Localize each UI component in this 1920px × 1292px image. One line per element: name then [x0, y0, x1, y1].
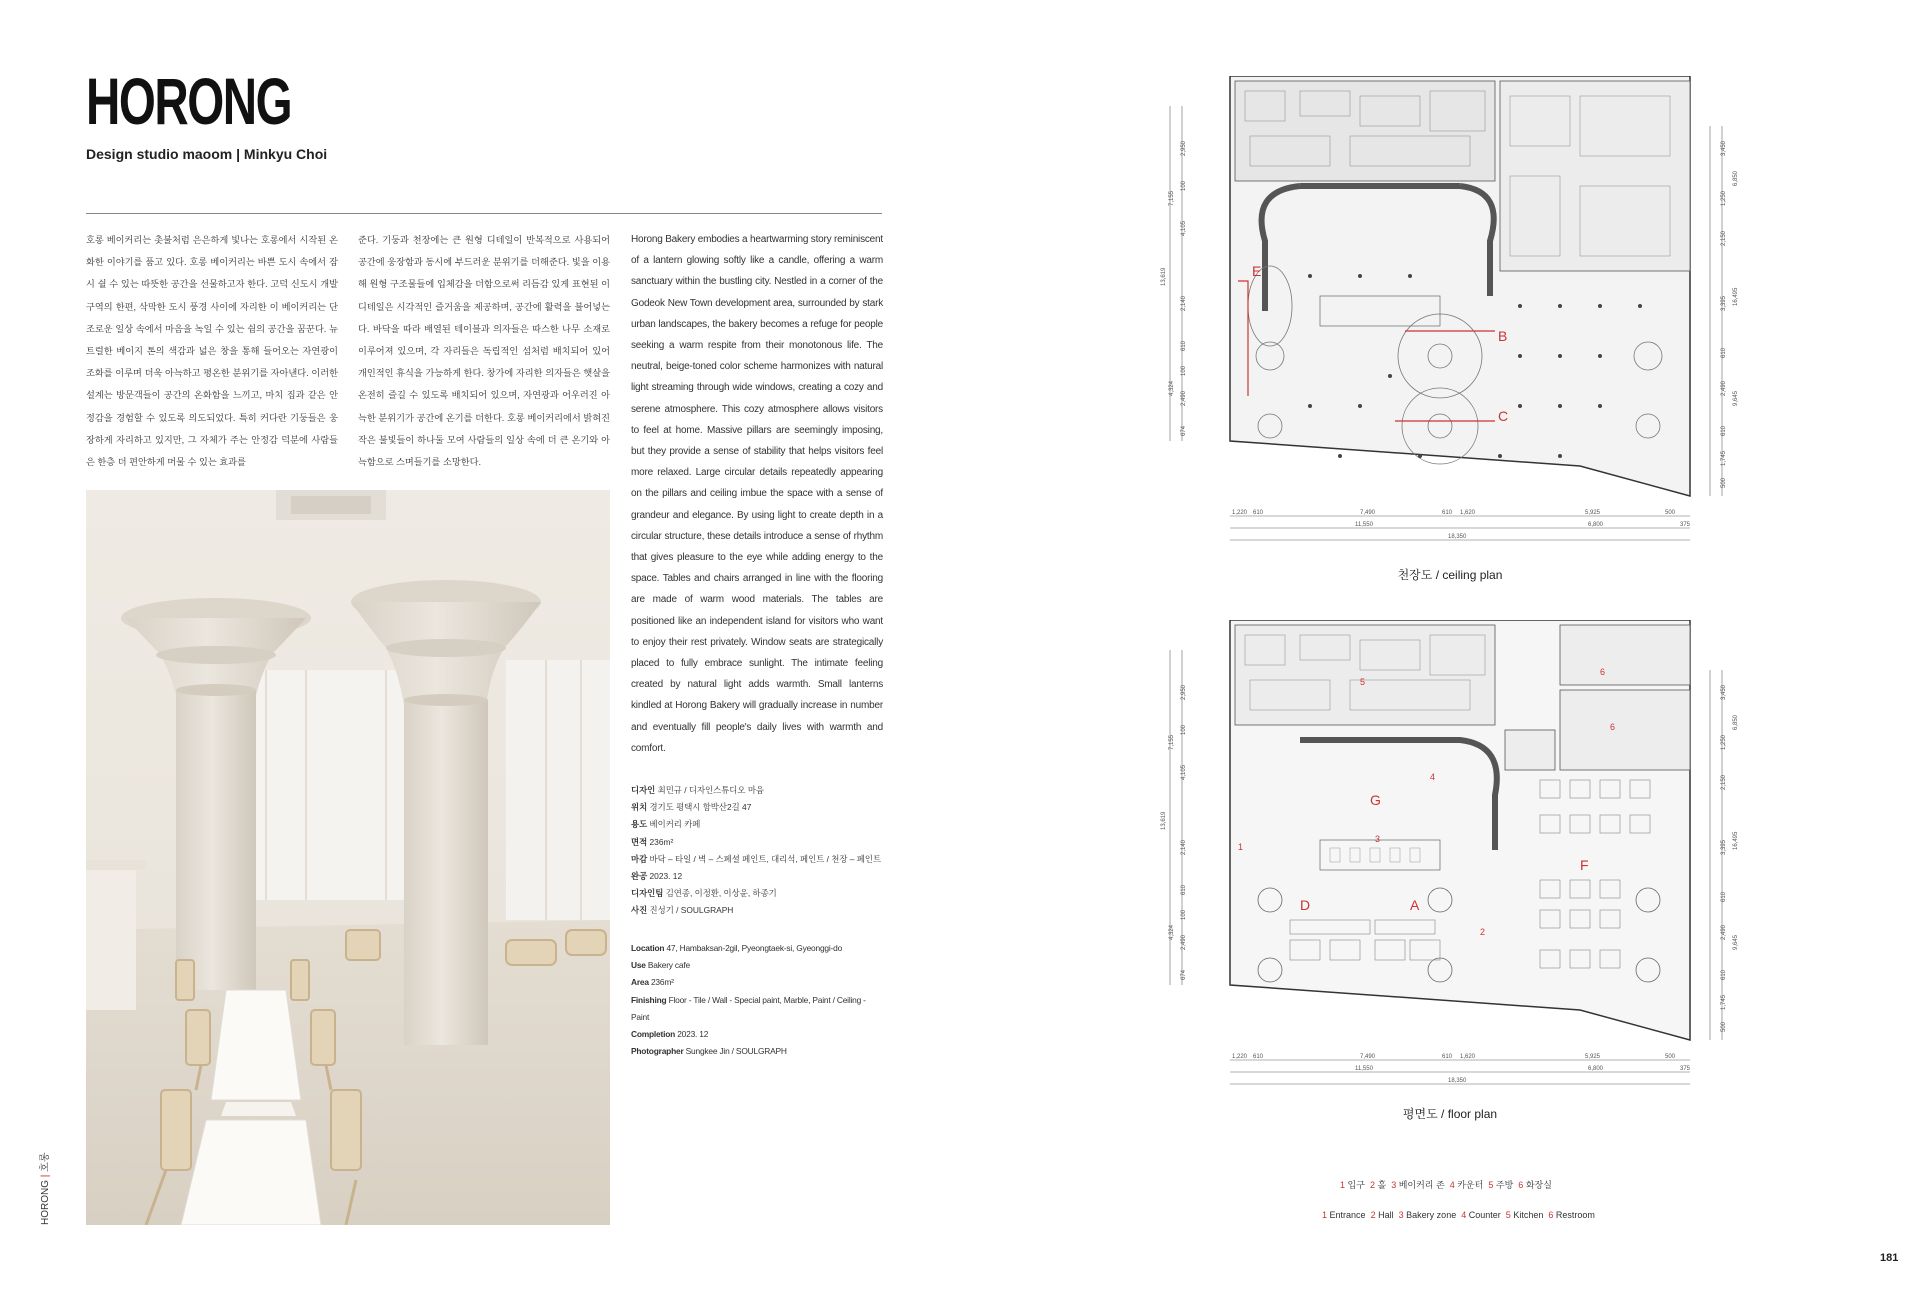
- svg-text:5,925: 5,925: [1585, 510, 1601, 516]
- svg-text:500: 500: [1665, 1054, 1676, 1060]
- svg-text:610: 610: [1721, 969, 1727, 980]
- svg-text:1,745: 1,745: [1721, 450, 1727, 466]
- svg-text:7,490: 7,490: [1360, 1054, 1376, 1060]
- room-number: 6: [1600, 667, 1606, 677]
- svg-text:610: 610: [1253, 1054, 1264, 1060]
- svg-text:18,350: 18,350: [1448, 1078, 1467, 1084]
- page-subtitle: Design studio maoom | Minkyu Choi: [86, 146, 328, 162]
- room-number: 3: [1375, 834, 1381, 844]
- legend-english: 1 Entrance 2 Hall 3 Bakery zone 4 Counter 5 Kitchen 6 Restroom: [1322, 1210, 1595, 1220]
- view-marker-g: G: [1370, 792, 1381, 808]
- svg-text:610: 610: [1181, 884, 1187, 895]
- svg-text:7,155: 7,155: [1169, 734, 1175, 750]
- room-number: 2: [1480, 927, 1486, 937]
- svg-text:100: 100: [1181, 365, 1187, 376]
- svg-text:7,490: 7,490: [1360, 510, 1376, 516]
- svg-text:16,495: 16,495: [1733, 831, 1739, 850]
- credit-row: 마감 바닥 – 타일 / 벽 – 스페셜 페인트, 대리석, 페인트 / 천장 – 페인트: [631, 853, 882, 864]
- svg-text:4,324: 4,324: [1169, 924, 1175, 940]
- ceiling-plan: [1160, 76, 1740, 561]
- svg-text:375: 375: [1680, 1066, 1691, 1072]
- credit-row: 면적 236m²: [631, 836, 674, 847]
- room-number: 1: [1238, 842, 1244, 852]
- svg-text:18,350: 18,350: [1448, 534, 1467, 540]
- svg-text:11,550: 11,550: [1355, 522, 1373, 528]
- svg-text:100: 100: [1181, 180, 1187, 191]
- svg-text:2,150: 2,150: [1721, 230, 1727, 246]
- svg-text:674: 674: [1181, 425, 1187, 436]
- legend-korean: 1 입구 2 홀 3 베이커리 존 4 카운터 5 주방 6 화장실: [1340, 1180, 1552, 1190]
- right-dimensions: [1721, 140, 1739, 488]
- svg-text:610: 610: [1442, 510, 1453, 516]
- svg-text:610: 610: [1253, 510, 1264, 516]
- svg-text:4,324: 4,324: [1169, 380, 1175, 396]
- svg-text:674: 674: [1181, 969, 1187, 980]
- bottom-dimensions: [1232, 1054, 1691, 1084]
- english-credits: [631, 940, 883, 1060]
- svg-text:100: 100: [1181, 724, 1187, 735]
- svg-text:1,250: 1,250: [1721, 734, 1727, 750]
- svg-text:2,950: 2,950: [1181, 140, 1187, 156]
- svg-text:11,550: 11,550: [1355, 1066, 1373, 1072]
- section-marker-e: E: [1252, 263, 1262, 279]
- credit-row: Completion 2023. 12: [631, 1029, 709, 1040]
- credit-row: Photographer Sungkee Jin / SOULGRAPH: [631, 1046, 787, 1057]
- side-tag: HORONG | 호롱: [40, 1152, 51, 1225]
- svg-text:2,490: 2,490: [1181, 390, 1187, 406]
- svg-text:3,395: 3,395: [1721, 295, 1727, 311]
- svg-text:1,620: 1,620: [1460, 510, 1476, 516]
- svg-text:13,619: 13,619: [1161, 267, 1167, 286]
- credit-row: Location 47, Hambaksan-2gil, Pyeongtaek-si, Gyeonggi-do: [631, 943, 843, 953]
- view-marker-f: F: [1580, 857, 1589, 873]
- credit-row: Area 236m²: [631, 977, 674, 988]
- svg-text:610: 610: [1721, 425, 1727, 436]
- svg-text:4,105: 4,105: [1181, 764, 1187, 780]
- svg-text:610: 610: [1442, 1054, 1453, 1060]
- svg-text:2,140: 2,140: [1181, 295, 1187, 311]
- page-number: 181: [1880, 1252, 1899, 1264]
- svg-text:1,250: 1,250: [1721, 190, 1727, 206]
- svg-text:16,495: 16,495: [1733, 287, 1739, 306]
- svg-text:610: 610: [1721, 347, 1727, 358]
- view-marker-a: A: [1410, 897, 1420, 913]
- view-marker-d: D: [1300, 897, 1311, 913]
- ceiling-plan-caption: 천장도 / ceiling plan: [1397, 568, 1503, 582]
- korean-text-column-1: 호롱 베이커리는 촛불처럼 은은하게 빛나는 호롱에서 시작된 온화한 이야기를 품고 있다. 호롱 베이커리는 바쁜 도시 속에서 잠시 쉴 수 있는 따뜻한 공간을 선물하고자 한다. 고덕 신도시 개발 구역의 한편, 삭막한 도시 풍경 사이에 자리한 이 베이커리는 단조로운 일상 속에서 마음을 녹일 수 있는 쉼의 공간을 꿈꾼다. 뉴트럴한 베이지 톤의 색감과 넓은 창을 통해 들어오는 자연광이 조화를 이루며 더욱 아늑하고 평온한 분위기를 자아낸다. 이러한 설계는 방문객들이 공간의 온화함을 느끼고, 마치 집과 같은 안정감을 경험할 수 있도록 의도되었다. 특히 커다란 기둥들은 웅장하게 자리하고 있지만, 그 자체가 주는 안정감 덕분에 사람들은 한층 더 편안하게 머물 수 있는 효과를: [86, 235, 338, 468]
- credit-row: 사진 진성기 / SOULGRAPH: [631, 905, 734, 916]
- svg-text:5,925: 5,925: [1585, 1054, 1601, 1060]
- svg-text:1,220: 1,220: [1232, 510, 1248, 516]
- korean-text-column-2: 준다. 기둥과 천장에는 큰 원형 디테일이 반복적으로 사용되어 공간에 웅장함과 동시에 부드러운 분위기를 더해준다. 빛을 이용해 원형 구조물들에 입체감을 더함으로써 리듬감 있게 표현된 이 디테일은 시각적인 즐거움을 제공하며, 공간에 활력을 불어넣는다. 바닥을 따라 배열된 테이블과 의자들은 따스한 나무 소재로 이루어져 있으며, 각 자리들은 독립적인 섬처럼 배치되어 있어 개인적인 휴식을 가능하게 한다. 창가에 자리한 의자들은 햇살을 온전히 즐길 수 있도록 배치되어 있으며, 자연광과 어우러진 아늑한 분위기가 공간에 온기를 더한다. 호롱 베이커리에서 밝혀진 작은 불빛들이 하나둘 모여 사람들의 일상 속에 더 큰 온기와 아늑함으로 스며들기를 소망한다.: [358, 235, 610, 468]
- svg-text:2,490: 2,490: [1721, 380, 1727, 396]
- svg-text:2,140: 2,140: [1181, 839, 1187, 855]
- bottom-dimensions: [1232, 510, 1691, 540]
- svg-text:1,620: 1,620: [1460, 1054, 1476, 1060]
- korean-credits: [631, 782, 883, 920]
- left-dimensions: [1161, 684, 1187, 980]
- right-dimensions: [1721, 684, 1739, 1032]
- credit-row: 완공 2023. 12: [631, 871, 683, 882]
- svg-text:610: 610: [1181, 340, 1187, 351]
- svg-text:2,950: 2,950: [1181, 684, 1187, 700]
- svg-text:3,450: 3,450: [1721, 684, 1727, 700]
- credit-row: 용도 베이커리 카페: [631, 819, 701, 830]
- credit-row: Finishing Floor - Tile / Wall - Special paint, Marble, Paint / Ceiling - Paint: [631, 994, 866, 1022]
- svg-text:7,155: 7,155: [1169, 190, 1175, 206]
- svg-text:500: 500: [1721, 477, 1727, 488]
- svg-text:610: 610: [1721, 891, 1727, 902]
- section-marker-b: B: [1498, 328, 1508, 344]
- page-title: HORONG: [86, 64, 292, 138]
- svg-text:6,800: 6,800: [1588, 522, 1604, 528]
- svg-text:2,490: 2,490: [1721, 924, 1727, 940]
- svg-text:9,645: 9,645: [1733, 934, 1739, 950]
- svg-text:2,490: 2,490: [1181, 934, 1187, 950]
- section-marker-c: C: [1498, 408, 1509, 424]
- svg-text:375: 375: [1680, 522, 1691, 528]
- room-number: 5: [1360, 677, 1366, 687]
- svg-text:6,850: 6,850: [1733, 714, 1739, 730]
- svg-text:1,745: 1,745: [1721, 994, 1727, 1010]
- svg-text:6,800: 6,800: [1588, 1066, 1604, 1072]
- svg-text:500: 500: [1665, 510, 1676, 516]
- english-text-column: Horong Bakery embodies a heartwarming story reminiscent of a lantern glowing softly like a candle, offering a warm sanctuary within the bustling city. Nestled in a corner of the Godeok New Town development area, surrounded by stark urban landscapes, the bakery becomes a refuge for people seeking a warm respite from their monotonous life. The neutral, beige-toned color scheme harmonizes with natural light streaming through wide windows, creating a cozy and serene atmosphere. This cozy atmosphere allows visitors to feel at home. Massive pillars are seemingly imposing, but they provide a sense of stability that helps visitors feel more relaxed. Large circular details repeatedly appearing on the pillars and ceiling imbue the space with a sense of grandeur and elegance. By using light to create depth in a circular structure, these details introduce a sense of rhythm that gives pleasure to the eye while adding energy to the space. Tables and chairs arranged in line with the flooring are made of warm wood materials. The tables are positioned like an independent island for visitors who want to enjoy their rest privately. Window seats are strategically placed to fully embrace sunlight. The intimate feeling created by natural light adds warmth. Small lanterns kindled at Horong Bakery will gradually increase in number and eventually fill people's daily lives with warmth and comfort.: [631, 234, 883, 754]
- room-number: 6: [1610, 722, 1616, 732]
- credit-row: 디자인 최민규 / 디자인스튜디오 마음: [631, 785, 764, 795]
- credit-row: 디자인팀 김연종, 이정환, 이상윤, 하종기: [631, 888, 777, 899]
- svg-text:3,450: 3,450: [1721, 140, 1727, 156]
- svg-text:6,850: 6,850: [1733, 170, 1739, 186]
- left-dimensions: [1161, 140, 1187, 436]
- credit-row: 위치 경기도 평택시 함박산2길 47: [631, 802, 752, 813]
- interior-photo: [86, 490, 610, 1225]
- svg-text:1,220: 1,220: [1232, 1054, 1248, 1060]
- header-divider: [86, 213, 882, 214]
- svg-text:4,105: 4,105: [1181, 220, 1187, 236]
- svg-text:13,619: 13,619: [1161, 811, 1167, 830]
- svg-text:100: 100: [1181, 909, 1187, 920]
- svg-text:500: 500: [1721, 1021, 1727, 1032]
- svg-text:2,150: 2,150: [1721, 774, 1727, 790]
- floor-plan: [1160, 620, 1740, 1105]
- svg-text:9,645: 9,645: [1733, 390, 1739, 406]
- room-number: 4: [1430, 772, 1436, 782]
- floor-plan-caption: 평면도 / floor plan: [1402, 1107, 1498, 1121]
- svg-text:3,395: 3,395: [1721, 839, 1727, 855]
- credit-row: Use Bakery cafe: [631, 960, 690, 971]
